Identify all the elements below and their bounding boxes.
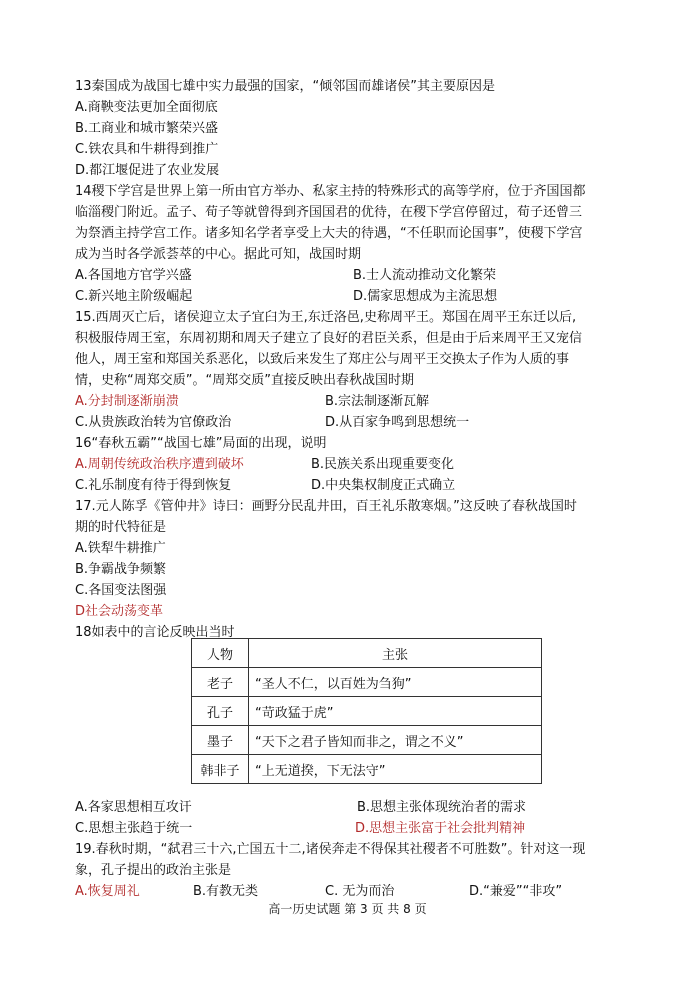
q19-option-c: C. 无为而治 — [325, 884, 395, 899]
q16-option-b: B.民族关系出现重要变化 — [311, 457, 455, 472]
q18-option-b: B.思想主张体现统治者的需求 — [357, 800, 527, 815]
q17-stem-line-1: 17.元人陈孚《管仲井》诗曰：画野分民乱井田，百王礼乐散寒烟。”这反映了春秋战国时 — [75, 499, 577, 514]
q18-option-d-answer: D.思想主张富于社会批判精神 — [355, 821, 526, 836]
q16-option-c: C.礼乐制度有待于得到恢复 — [75, 478, 232, 493]
q18-option-a: A.各家思想相互攻讦 — [75, 800, 192, 815]
q13-stem: 13秦国成为战国七雄中实力最强的国家，“倾邻国而雄诸侯”其主要原因是 — [75, 79, 496, 94]
q15-stem-line-2: 积极服侍周王室，东周初期和周天子建立了良好的君臣关系，但是由于后来周平王又宠信 — [75, 331, 583, 346]
table-header-person: 人物 — [192, 639, 249, 668]
table-cell-person: 墨子 — [192, 726, 249, 755]
q16-stem: 16“春秋五霸”“战国七雄”局面的出现，说明 — [75, 436, 327, 451]
q16-option-a-answer: A.周朝传统政治秩序遭到破坏 — [75, 457, 244, 472]
q14-option-c: C.新兴地主阶级崛起 — [75, 289, 193, 304]
q14-option-a: A.各国地方官学兴盛 — [75, 268, 192, 283]
table-row — [192, 697, 542, 726]
q15-option-b: B.宗法制逐渐瓦解 — [325, 394, 430, 409]
q16-option-d: D.中央集权制度正式确立 — [311, 478, 456, 493]
q14-stem-line-1: 14稷下学宫是世界上第一所由官方举办、私家主持的特殊形式的高等学府，位于齐国国都 — [75, 184, 586, 199]
table-cell-person: 孔子 — [192, 697, 249, 726]
q18-stem: 18如表中的言论反映出当时 — [75, 625, 235, 640]
table-header-claim: 主张 — [249, 639, 542, 668]
table-cell-person: 韩非子 — [192, 755, 249, 784]
q18-option-c: C.思想主张趋于统一 — [75, 821, 193, 836]
table-row — [192, 755, 542, 784]
table-row — [192, 668, 542, 697]
q14-option-d: D.儒家思想成为主流思想 — [353, 289, 498, 304]
q14-stem-line-4: 成为当时各学派荟萃的中心。据此可知，战国时期 — [75, 247, 362, 262]
q13-option-b: B.工商业和城市繁荣兴盛 — [75, 121, 219, 136]
q13-option-a: A.商鞅变法更加全面彻底 — [75, 100, 218, 115]
q15-option-d: D.从百家争鸣到思想统一 — [325, 415, 470, 430]
q15-option-c: C.从贵族政治转为官僚政治 — [75, 415, 232, 430]
q14-option-b: B.士人流动推动文化繁荣 — [353, 268, 497, 283]
q13-option-c: C.铁农具和牛耕得到推广 — [75, 142, 219, 157]
table-cell-claim: “圣人不仁，以百姓为刍狗” — [249, 668, 542, 697]
table-cell-person: 老子 — [192, 668, 249, 697]
page-footer: 高一历史试题 第 3 页 共 8 页 — [268, 902, 427, 916]
q19-stem-line-2: 象，孔子提出的政治主张是 — [75, 863, 232, 878]
q14-stem-line-3: 为祭酒主持学宫工作。诸多知名学者享受上大夫的待遇，“不任职而论国事”，使稷下学宫 — [75, 226, 583, 241]
table-cell-claim: “天下之君子皆知而非之，谓之不义” — [249, 726, 542, 755]
q13-option-d: D.都江堰促进了农业发展 — [75, 163, 220, 178]
table-cell-claim: “上无道揆，下无法守” — [249, 755, 542, 784]
q15-stem-line-3: 他人，周王室和郑国关系恶化，以致后来发生了郑庄公与周平王交换太子作为人质的事 — [75, 352, 570, 367]
q19-option-a-answer: A.恢复周礼 — [75, 884, 140, 899]
q15-stem-line-4: 情，史称“周郑交质”。“周郑交质”直接反映出春秋战国时期 — [75, 373, 414, 388]
q15-option-a-answer: A.分封制逐渐崩溃 — [75, 394, 179, 409]
table-cell-claim: “苛政猛于虎” — [249, 697, 542, 726]
q17-option-c: C.各国变法图强 — [75, 583, 167, 598]
q17-option-b: B.争霸战争频繁 — [75, 562, 167, 577]
q17-stem-line-2: 期的时代特征是 — [75, 520, 167, 535]
table-row — [192, 726, 542, 755]
q18-quote-table — [191, 638, 542, 784]
table-header-row — [192, 639, 542, 668]
q19-stem-line-1: 19.春秋时期，“弑君三十六,亡国五十二,诸侯奔走不得保其社稷者不可胜数”。针对这一现 — [75, 842, 586, 857]
q19-option-d: D.“兼爱”“非攻” — [469, 884, 563, 899]
q17-option-d-answer: D社会动荡变革 — [75, 604, 164, 619]
q17-option-a: A.铁犁牛耕推广 — [75, 541, 166, 556]
q14-stem-line-2: 临淄稷门附近。孟子、荀子等就曾得到齐国国君的优待，在稷下学宫停留过，荀子还曾三 — [75, 205, 583, 220]
q19-option-b: B.有教无类 — [193, 884, 259, 899]
q15-stem-line-1: 15.西周灭亡后，诸侯迎立太子宜臼为王,东迁洛邑,史称周平王。郑国在周平王东迁以后, — [75, 310, 577, 325]
